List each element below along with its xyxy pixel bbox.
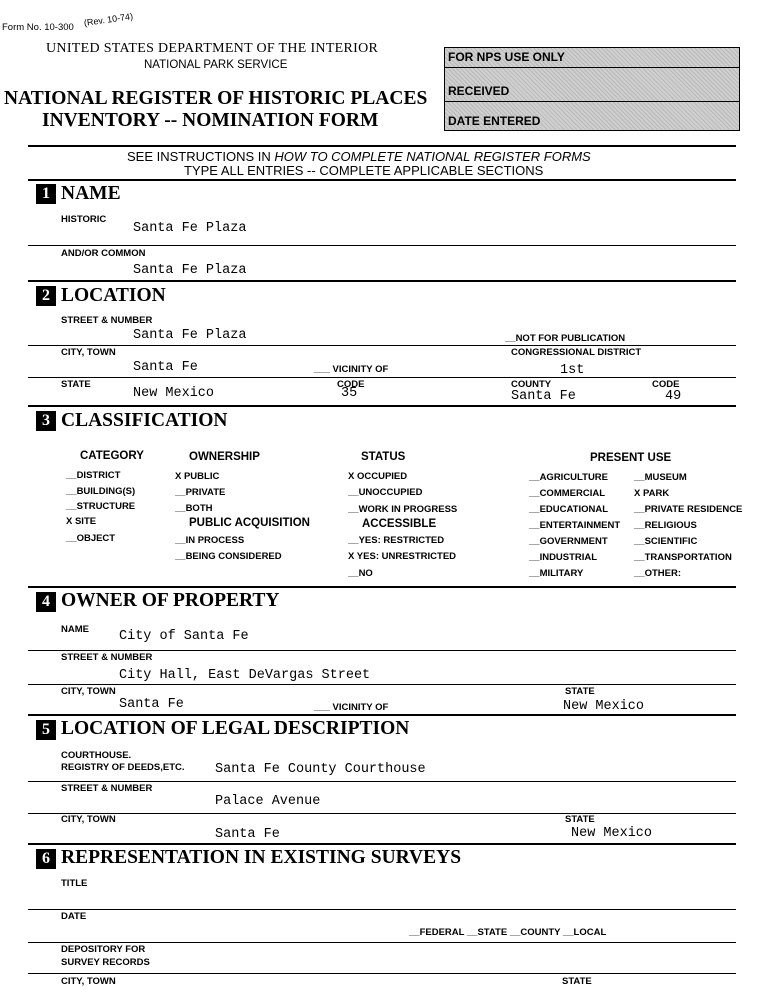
use-private-residence: __PRIVATE RESIDENCE	[634, 504, 743, 515]
street-value: Santa Fe Plaza	[133, 328, 247, 343]
historic-label: HISTORIC	[61, 214, 107, 225]
ownership-public: X PUBLIC	[175, 471, 220, 482]
use-scientific: __SCIENTIFIC	[634, 536, 698, 547]
section-3-title: CLASSIFICATION	[61, 410, 228, 431]
ownership-heading: OWNERSHIP	[189, 451, 260, 463]
owner-state-value: New Mexico	[563, 699, 645, 714]
category-object: __OBJECT	[66, 533, 116, 544]
legal-street-value: Palace Avenue	[215, 794, 321, 809]
category-heading: CATEGORY	[80, 450, 144, 462]
use-military: __MILITARY	[529, 568, 584, 579]
use-industrial: __INDUSTRIAL	[529, 552, 598, 563]
legal-street-label: STREET & NUMBER	[61, 783, 153, 794]
street-label: STREET & NUMBER	[61, 315, 153, 326]
accessible-heading: ACCESSIBLE	[362, 518, 437, 530]
code-label: CODE	[337, 379, 365, 390]
section-2-number: 2	[36, 286, 56, 306]
use-entertainment: __ENTERTAINMENT	[529, 520, 621, 531]
depository-label-2: SURVEY RECORDS	[61, 957, 150, 968]
county-value: Santa Fe	[511, 389, 576, 404]
courthouse-label-1: COURTHOUSE.	[61, 750, 132, 761]
survey-city-label: CITY, TOWN	[61, 976, 116, 987]
section-4-number: 4	[36, 592, 56, 612]
instructions-line2: TYPE ALL ENTRIES -- COMPLETE APPLICABLE SECTIONS	[184, 163, 544, 178]
status-unoccupied: __UNOCCUPIED	[348, 487, 423, 498]
survey-levels: __FEDERAL __STATE __COUNTY __LOCAL	[409, 927, 607, 938]
service-name: NATIONAL PARK SERVICE	[144, 59, 288, 71]
use-educational: __EDUCATIONAL	[529, 504, 608, 515]
section-6-title: REPRESENTATION IN EXISTING SURVEYS	[61, 847, 462, 868]
city-label: CITY, TOWN	[61, 347, 116, 358]
survey-title-label: TITLE	[61, 878, 88, 889]
use-government: __GOVERNMENT	[529, 536, 608, 547]
acquisition-being-considered: __BEING CONSIDERED	[175, 551, 282, 562]
form-number: Form No. 10-300	[2, 22, 74, 33]
congress-label: CONGRESSIONAL DISTRICT	[511, 347, 642, 358]
owner-name-label: NAME	[61, 624, 89, 635]
category-site: X SITE	[66, 516, 97, 527]
owner-vicinity-of: ___ VICINITY OF	[314, 702, 389, 713]
status-heading: STATUS	[361, 451, 406, 463]
city-value: Santa Fe	[133, 360, 198, 375]
owner-name-value: City of Santa Fe	[119, 629, 249, 644]
owner-street-label: STREET & NUMBER	[61, 652, 153, 663]
ownership-both: __BOTH	[175, 503, 213, 514]
form-title-line2: INVENTORY -- NOMINATION FORM	[42, 110, 379, 131]
section-2-title: LOCATION	[61, 285, 166, 306]
nps-use-box	[444, 47, 740, 131]
public-acquisition-heading: PUBLIC ACQUISITION	[189, 517, 310, 529]
nps-date-entered-label: DATE ENTERED	[448, 114, 541, 128]
section-4-title: OWNER OF PROPERTY	[61, 590, 280, 611]
use-commercial: __COMMERCIAL	[529, 488, 606, 499]
instructions-text: SEE INSTRUCTIONS IN	[127, 149, 275, 164]
code2-label: CODE	[652, 379, 680, 390]
legal-state-label: STATE	[565, 814, 595, 825]
use-museum: __MUSEUM	[634, 472, 687, 483]
use-agriculture: __AGRICULTURE	[529, 472, 608, 483]
nps-received-label: RECEIVED	[448, 84, 510, 98]
code-value: 35	[341, 386, 358, 401]
instructions-line1	[127, 149, 591, 164]
common-label: AND/OR COMMON	[61, 248, 146, 259]
state-label: STATE	[61, 379, 91, 390]
nps-use-label: FOR NPS USE ONLY	[448, 50, 565, 64]
survey-state-label: STATE	[562, 976, 592, 987]
county-label: COUNTY	[511, 379, 552, 390]
category-buildings: __BUILDING(S)	[66, 486, 136, 497]
courthouse-label-2: REGISTRY OF DEEDS,ETC.	[61, 762, 185, 773]
courthouse-value: Santa Fe County Courthouse	[215, 762, 426, 777]
owner-street-value: City Hall, East DeVargas Street	[119, 668, 371, 683]
state-value: New Mexico	[133, 386, 215, 401]
section-1-number: 1	[36, 184, 56, 204]
use-transportation: __TRANSPORTATION	[634, 552, 732, 563]
survey-date-label: DATE	[61, 911, 87, 922]
present-use-heading: PRESENT USE	[590, 452, 672, 464]
common-value: Santa Fe Plaza	[133, 263, 247, 278]
section-6-number: 6	[36, 849, 56, 869]
instructions-reference: HOW TO COMPLETE NATIONAL REGISTER FORMS	[274, 149, 591, 164]
section-5-title: LOCATION OF LEGAL DESCRIPTION	[61, 718, 410, 739]
legal-city-label: CITY, TOWN	[61, 814, 116, 825]
owner-city-value: Santa Fe	[119, 697, 184, 712]
accessible-unrestricted: X YES: UNRESTRICTED	[348, 551, 457, 562]
legal-city-value: Santa Fe	[215, 827, 280, 842]
section-1-title: NAME	[61, 183, 121, 204]
vicinity-of: ___ VICINITY OF	[314, 364, 389, 375]
category-structure: __STRUCTURE	[66, 501, 136, 512]
use-park: X PARK	[634, 488, 670, 499]
ownership-private: __PRIVATE	[175, 487, 226, 498]
department-name: UNITED STATES DEPARTMENT OF THE INTERIOR	[46, 41, 379, 56]
status-work-in-progress: __WORK IN PROGRESS	[348, 504, 458, 515]
section-3-number: 3	[36, 411, 56, 431]
owner-state-label: STATE	[565, 686, 595, 697]
depository-label-1: DEPOSITORY FOR	[61, 944, 146, 955]
legal-state-value: New Mexico	[571, 826, 653, 841]
owner-city-label: CITY, TOWN	[61, 686, 116, 697]
section-5-number: 5	[36, 720, 56, 740]
category-district: __DISTRICT	[66, 470, 121, 481]
not-for-publication: __NOT FOR PUBLICATION	[505, 333, 626, 344]
status-occupied: X OCCUPIED	[348, 471, 408, 482]
form-revision: (Rev. 10-74)	[83, 11, 134, 28]
accessible-restricted: __YES: RESTRICTED	[348, 535, 445, 546]
use-religious: __RELIGIOUS	[634, 520, 697, 531]
accessible-no: __NO	[348, 568, 373, 579]
congress-value: 1st	[560, 363, 585, 378]
acquisition-in-process: __IN PROCESS	[175, 535, 245, 546]
form-title-line1: NATIONAL REGISTER OF HISTORIC PLACES	[4, 88, 428, 109]
historic-value: Santa Fe Plaza	[133, 221, 247, 236]
use-other: __OTHER:	[634, 568, 681, 579]
code2-value: 49	[665, 389, 682, 404]
